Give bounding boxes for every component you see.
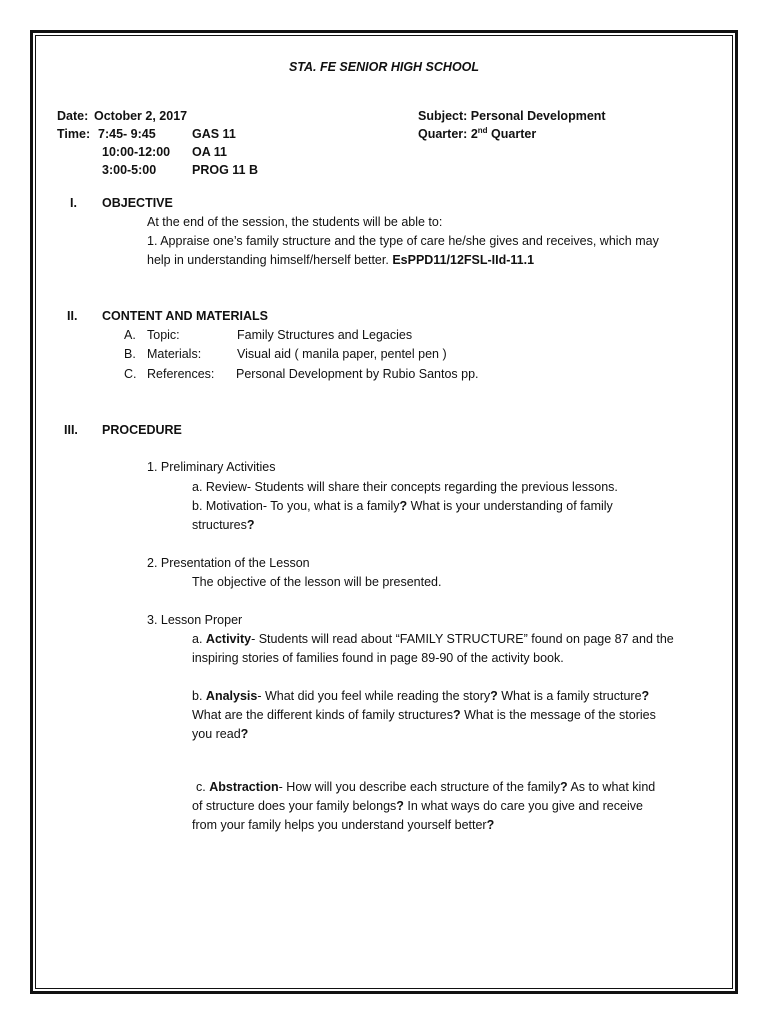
section-numeral-content: II. xyxy=(67,309,78,323)
analysis-text-1a: - What did you feel while reading the story xyxy=(257,689,491,703)
analysis-text-2b: What is the message of the stories xyxy=(460,708,656,722)
analysis-label: Analysis xyxy=(205,689,258,703)
prelim-motivation-line-2 xyxy=(192,517,255,533)
analysis-text-3: you read xyxy=(192,727,241,741)
motivation-text-b: What is your understanding of family xyxy=(407,499,613,513)
abstraction-prefix: c. xyxy=(196,780,206,794)
abstraction-text-1a: - How will you describe each structure of the family xyxy=(278,780,561,794)
schedule-time-2: 10:00-12:00 xyxy=(102,145,171,159)
activity-prefix: a. xyxy=(192,632,203,646)
schedule-section-3: PROG 11 B xyxy=(192,163,258,177)
abstraction-text-2a: of structure does your family belongs xyxy=(192,799,397,813)
question-mark: ? xyxy=(641,689,650,703)
quarter-number: 2 xyxy=(470,127,478,141)
objective-intro: At the end of the session, the students will be able to: xyxy=(147,215,443,229)
question-mark: ? xyxy=(453,708,461,722)
section-numeral-procedure: III. xyxy=(64,423,78,437)
schedule-time-3: 3:00-5:00 xyxy=(102,163,157,177)
abstraction-text-1b: As to what kind xyxy=(567,780,656,794)
presentation-heading: 2. Presentation of the Lesson xyxy=(147,556,310,570)
subject-value: Personal Development xyxy=(470,109,606,123)
content-item-value: Family Structures and Legacies xyxy=(237,328,413,342)
content-item-label: Topic: xyxy=(147,328,180,342)
schedule-section-2: OA 11 xyxy=(192,145,227,159)
section-title-content: CONTENT AND MATERIALS xyxy=(102,309,268,323)
analysis-line-3 xyxy=(192,726,248,742)
activity-label: Activity xyxy=(205,632,252,646)
objective-line-2 xyxy=(147,252,534,268)
content-item-letter: C. xyxy=(124,367,137,381)
schedule-time-1: 7:45- 9:45 xyxy=(98,127,156,141)
abstraction-line-2 xyxy=(192,798,643,814)
abstraction-label: Abstraction xyxy=(209,780,279,794)
presentation-text: The objective of the lesson will be presented. xyxy=(192,575,442,589)
quarter-label: Quarter: xyxy=(418,127,468,141)
prelim-motivation-line-1 xyxy=(192,498,613,514)
date-value: October 2, 2017 xyxy=(94,109,188,123)
prelim-heading: 1. Preliminary Activities xyxy=(147,460,276,474)
analysis-line-1 xyxy=(192,688,649,704)
abstraction-line-3 xyxy=(192,817,494,833)
activity-text-1: - Students will read about “FAMILY STRUCTURE” found on page 87 and the xyxy=(251,632,674,646)
question-mark: ? xyxy=(396,799,404,813)
analysis-text-1b: What is a family structure xyxy=(497,689,642,703)
quarter-word: Quarter xyxy=(491,127,537,141)
abstraction-text-3a: from your family helps you understand yourself better xyxy=(192,818,487,832)
question-mark: ? xyxy=(240,727,249,741)
section-title-procedure: PROCEDURE xyxy=(102,423,182,437)
subject-line xyxy=(418,108,606,124)
content-item-value: Personal Development by Rubio Santos pp. xyxy=(236,367,479,381)
quarter-line xyxy=(418,126,536,142)
abstraction-text-2b: In what ways do care you give and receive xyxy=(403,799,643,813)
quarter-suffix: nd xyxy=(477,125,488,135)
question-mark: ? xyxy=(246,518,255,532)
section-title-objective: OBJECTIVE xyxy=(102,196,173,210)
motivation-text-a: b. Motivation- To you, what is a family xyxy=(192,499,400,513)
activity-line-2: inspiring stories of families found in page 89-90 of the activity book. xyxy=(192,651,564,665)
abstraction-line-1 xyxy=(196,779,655,795)
date-label: Date: xyxy=(57,109,89,123)
analysis-text-2a: What are the different kinds of family structures xyxy=(192,708,453,722)
subject-label: Subject: xyxy=(418,109,468,123)
content-item-value: Visual aid ( manila paper, pentel pen ) xyxy=(237,347,447,361)
question-mark: ? xyxy=(399,499,408,513)
objective-line-1: 1. Appraise one’s family structure and the type of care he/she gives and receives, which may xyxy=(147,234,659,248)
schedule-section-1: GAS 11 xyxy=(192,127,236,141)
content-item-letter: A. xyxy=(124,328,136,342)
content-item-label: References: xyxy=(147,367,215,381)
prelim-review: a. Review- Students will share their concepts regarding the previous lessons. xyxy=(192,480,618,494)
objective-line-2-text: help in understanding himself/herself better. xyxy=(147,253,389,267)
lesson-heading: 3. Lesson Proper xyxy=(147,613,243,627)
question-mark: ? xyxy=(486,818,495,832)
section-numeral-objective: I. xyxy=(70,196,77,210)
time-label: Time: xyxy=(57,127,91,141)
content-item-letter: B. xyxy=(124,347,136,361)
analysis-line-2 xyxy=(192,707,656,723)
competency-code: EsPPD11/12FSL-IId-11.1 xyxy=(392,253,535,267)
question-mark: ? xyxy=(490,689,498,703)
activity-line-1 xyxy=(192,631,674,647)
motivation-text-c: structures xyxy=(192,518,247,532)
question-mark: ? xyxy=(560,780,568,794)
content-item-label: Materials: xyxy=(147,347,202,361)
school-title: STA. FE SENIOR HIGH SCHOOL xyxy=(288,60,480,74)
analysis-prefix: b. xyxy=(192,689,203,703)
